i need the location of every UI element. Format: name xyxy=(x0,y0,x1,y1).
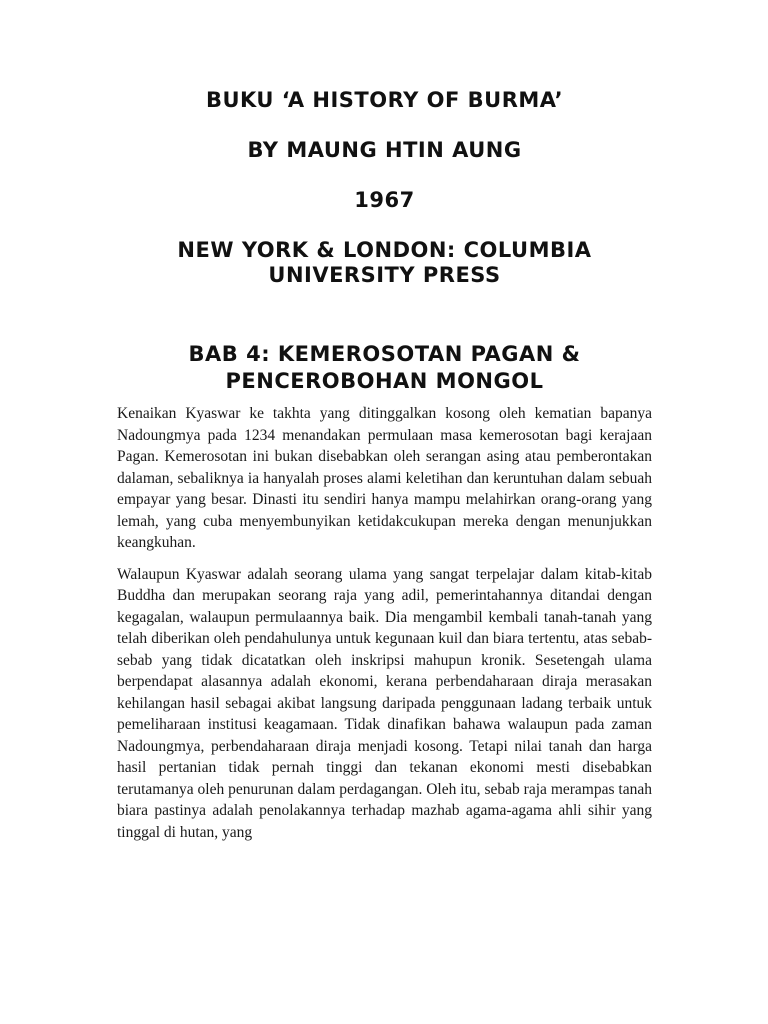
chapter-body xyxy=(117,403,652,843)
chapter-title-line-2: PENCEROBOHAN MONGOL xyxy=(225,369,544,393)
book-author: BY MAUNG HTIN AUNG xyxy=(247,138,522,162)
publisher-line-1: NEW YORK & LONDON: COLUMBIA xyxy=(177,238,592,262)
publication-year: 1967 xyxy=(354,188,415,212)
book-title: BUKU ‘A HISTORY OF BURMA’ xyxy=(205,88,564,112)
paragraph: Walaupun Kyaswar adalah seorang ulama yang sangat terpelajar dalam kitab-kitab Buddha dan merupakan seorang raja yang adil, pemerintahannya ditandai dengan kegagalan, walaupun permulaannya baik. Dia mengambil kembali tanah-tanah yang telah diberikan oleh pendahulunya untuk kegunaan kuil dan biara tertentu, atas sebab-sebab yang tidak dicatatkan oleh inskripsi mahupun kronik. Sesetengah ulama berpendapat alasannya adalah ekonomi, kerana perbendaharaan diraja merasakan kehilangan hasil sebagai akibat langsung daripada penggunaan ladang terbaik untuk pemeliharaan institusi keagamaan. Tidak dinafikan bahawa walaupun pada zaman Nadoungmya, perbendaharaan diraja menjadi kosong. Tetapi nilai tanah dan harga hasil pertanian tidak pernah tinggi dan tekanan ekonomi mesti disebabkan terutamanya oleh penurunan dalam perdagangan. Oleh itu, sebab raja merampas tanah biara pastinya adalah penolakannya terhadap mazhab agama-agama ahli sihir yang tinggal di hutan, yang xyxy=(117,565,652,841)
book-info-heading xyxy=(117,88,652,288)
publisher-line-2: UNIVERSITY PRESS xyxy=(268,263,501,287)
paragraph: Kenaikan Kyaswar ke takhta yang ditinggalkan kosong oleh kematian bapanya Nadoungmya pada 1234 menandakan permulaan masa kemerosotan bagi kerajaan Pagan. Kemerosotan ini bukan disebabkan oleh serangan asing atau pemberontakan dalaman, sebaliknya ia hanyalah proses alami keletihan dan keruntuhan dalam sebuah empayar yang besar. Dinasti itu sendiri hanya mampu melahirkan orang-orang yang lemah, yang cuba menyembunyikan ketidakcukupan mereka dengan menunjukkan keangkuhan. xyxy=(117,405,652,551)
chapter-heading xyxy=(117,341,652,395)
document-page xyxy=(117,88,652,853)
chapter-title-line-1: BAB 4: KEMEROSOTAN PAGAN & xyxy=(188,342,581,366)
